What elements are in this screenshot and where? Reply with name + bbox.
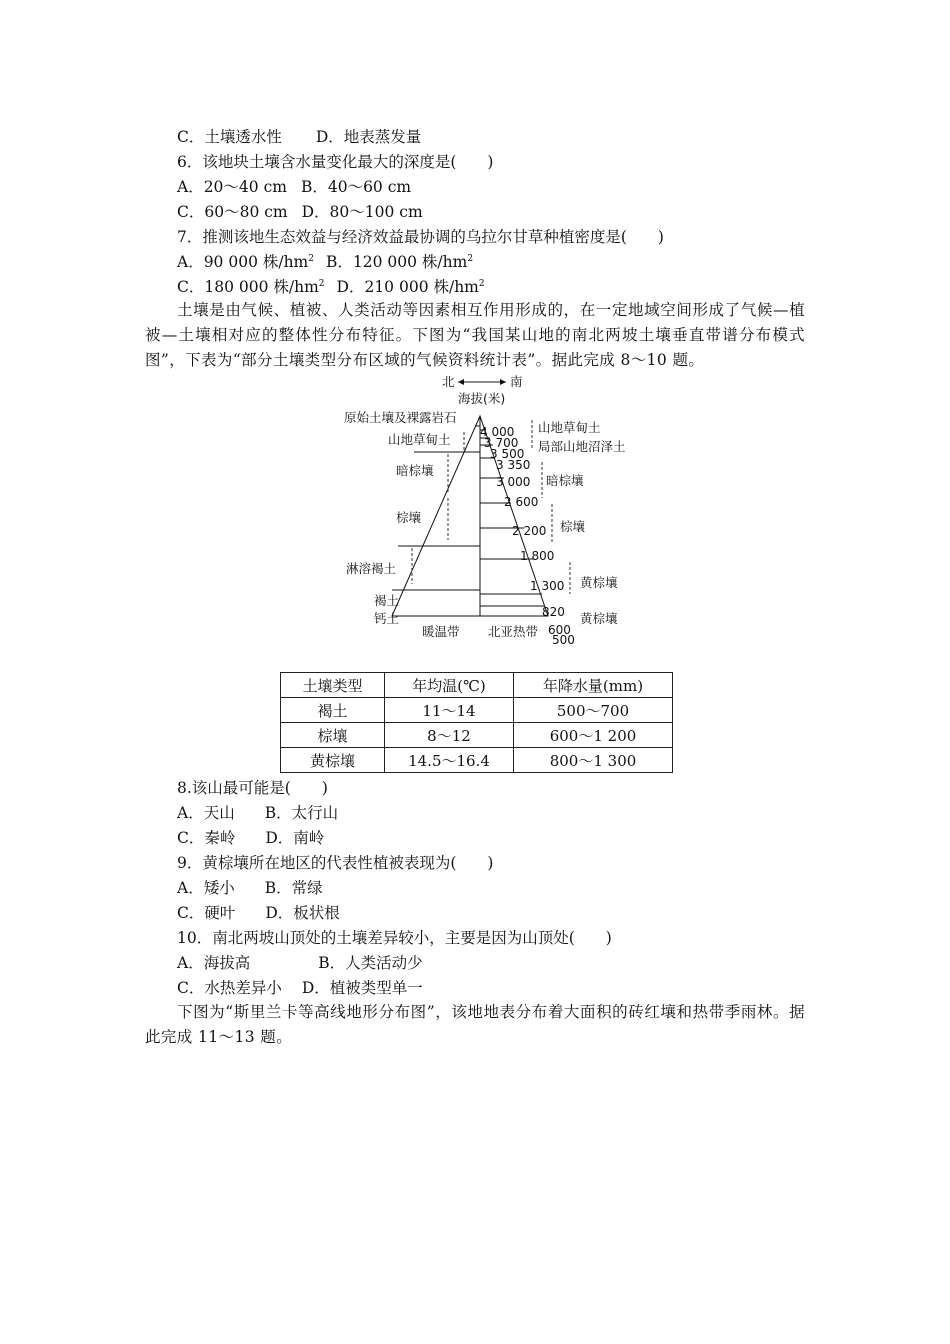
north-brackets [412, 432, 464, 584]
q8-stem: 8.该山最可能是( ) [177, 779, 328, 797]
q7-option-d: D．210 000 株/hm [336, 278, 479, 296]
table-header: 年降水量(mm) [514, 673, 673, 698]
q6-options-ab [177, 176, 411, 198]
table-header-row [281, 673, 673, 698]
q8-options-cd [177, 827, 324, 849]
elev-3: 3 350 [496, 458, 531, 472]
q10-option-b: B．人类活动少 [318, 954, 423, 972]
q10-option-c: C．水热差异小 [177, 979, 282, 997]
table-cell: 褐土 [281, 698, 385, 723]
q6-stem: 6．该地块土壤含水量变化最大的深度是( ) [177, 153, 494, 171]
table-row [281, 748, 673, 773]
q7-option-b-sup: 2 [467, 253, 474, 264]
q10-options-ab [177, 952, 423, 974]
elev-2: 3 500 [490, 447, 525, 461]
table-cell: 14.5～16.4 [385, 748, 514, 773]
q8-option-b: B．太行山 [264, 804, 339, 822]
q6-options-cd [177, 201, 423, 223]
q9-options-ab [177, 877, 323, 899]
table-cell: 600～1 200 [514, 723, 673, 748]
table-header: 年均温(℃) [385, 673, 514, 698]
elev-8: 1 300 [530, 579, 565, 593]
q8-option-d: D．南岭 [265, 829, 325, 847]
table-cell: 500～700 [514, 698, 673, 723]
dir-north: 北 [442, 374, 455, 389]
q6-option-c: C．60～80 cm [177, 203, 288, 221]
elev-10: 600 [548, 623, 571, 637]
q7-options-cd [177, 276, 485, 298]
north-label-6: 钙土 [374, 611, 400, 626]
q9-option-a: A．矮小 [177, 879, 235, 897]
q9-stem: 9．黄棕壤所在地区的代表性植被表现为( ) [177, 854, 494, 872]
q7-option-a: A．90 000 株/hm [177, 253, 309, 271]
north-label-3: 棕壤 [396, 510, 422, 525]
intro-8-10: 土壤是由气候、植被、人类活动等因素相互作用形成的，在一定地域空间形成了气候—植被—土壤相对应的整体性分布特征。下图为“我国某山地的南北两坡土壤垂直带谱分布模式图”，下表为“部分土壤类型分布区域的气候资料统计表”。据此完成 8～10 题。 [145, 301, 805, 369]
south-label-4: 黄棕壤 [580, 575, 618, 590]
zone-south: 北亚热带 [488, 624, 539, 639]
q10-options-cd [177, 977, 423, 999]
elev-6: 2 200 [512, 524, 547, 538]
table-row [281, 698, 673, 723]
north-label-0: 原始土壤及裸露岩石 [344, 410, 457, 425]
north-label-2: 暗棕壤 [396, 463, 434, 478]
table-cell: 11～14 [385, 698, 514, 723]
table-row [281, 723, 673, 748]
north-label-4: 淋溶褐土 [346, 561, 397, 576]
q7-options-ab [177, 251, 473, 273]
q6-option-a: A．20～40 cm [177, 178, 287, 196]
south-label-0: 山地草甸土 [538, 420, 601, 435]
zone-north: 暖温带 [422, 624, 460, 639]
q9-option-d: D．板状根 [265, 904, 340, 922]
table-cell: 800～1 300 [514, 748, 673, 773]
q10-option-d: D．植被类型单一 [301, 979, 423, 997]
north-boundaries [392, 426, 480, 590]
elev-1: 3 700 [484, 436, 519, 450]
axis-label: 海拔(米) [458, 391, 506, 406]
north-label-5: 褐土 [374, 593, 400, 608]
soil-zonation-diagram [330, 372, 650, 644]
elev-4: 3 000 [496, 475, 531, 489]
q9-option-c: C．硬叶 [177, 904, 236, 922]
elev-7: 1 800 [520, 549, 555, 563]
q9-option-b: B．常绿 [264, 879, 323, 897]
elev-11: 500 [552, 633, 575, 644]
elev-5: 2 600 [504, 495, 539, 509]
south-label-2: 暗棕壤 [546, 473, 584, 488]
south-label-3: 棕壤 [560, 519, 586, 534]
q5-option-d: D．地表蒸发量 [315, 128, 422, 146]
q10-stem: 10．南北两坡山顶处的土壤差异较小，主要是因为山顶处( ) [177, 929, 612, 947]
q8-options-ab [177, 802, 338, 824]
q9-options-cd [177, 902, 340, 924]
q7-option-a-sup: 2 [308, 253, 314, 264]
q7-stem: 7．推测该地生态效益与经济效益最协调的乌拉尔甘草种植密度是( ) [177, 228, 664, 246]
table-cell: 棕壤 [281, 723, 385, 748]
table-cell: 黄棕壤 [281, 748, 385, 773]
dir-south: 南 [510, 374, 523, 389]
north-label-1: 山地草甸土 [388, 432, 451, 447]
q5-option-c: C．土壤透水性 [177, 128, 282, 146]
q7-option-d-sup: 2 [478, 278, 485, 289]
q8-option-c: C．秦岭 [177, 829, 236, 847]
q5-options-cd [177, 126, 421, 148]
table-header: 土壤类型 [281, 673, 385, 698]
direction-arrow [458, 379, 506, 385]
q10-option-a: A．海拔高 [177, 954, 251, 972]
elev-0: 4 000 [480, 425, 515, 439]
q7-option-b: B．120 000 株/hm [326, 253, 468, 271]
q6-option-d: D．80～100 cm [301, 203, 423, 221]
q6-option-b: B．40～60 cm [300, 178, 412, 196]
q7-option-c: C．180 000 株/hm [177, 278, 319, 296]
south-label-5: 黄棕壤 [580, 611, 618, 626]
q8-option-a: A．天山 [177, 804, 235, 822]
elev-9: 820 [542, 605, 565, 619]
climate-table [280, 672, 673, 773]
q7-option-c-sup: 2 [318, 278, 325, 289]
table-cell: 8～12 [385, 723, 514, 748]
south-label-1: 局部山地沼泽土 [538, 439, 626, 454]
intro-11-13: 下图为“斯里兰卡等高线地形分布图”，该地地表分布着大面积的砖红壤和热带季雨林。据此完成 11～13 题。 [145, 1003, 805, 1046]
